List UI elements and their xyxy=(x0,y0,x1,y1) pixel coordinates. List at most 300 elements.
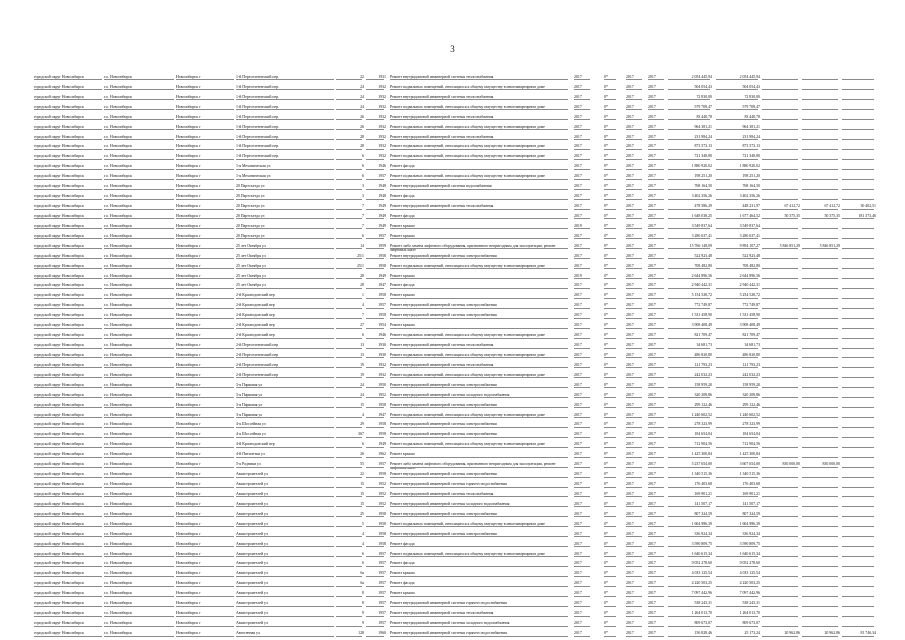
work-type-cell: Ремонт внутридомовой инженерной системы теплоснабжения xyxy=(390,343,494,348)
row-rule xyxy=(390,308,568,309)
district-cell: городской округ Новосибирск xyxy=(34,263,84,268)
year-built-cell: 1949 xyxy=(378,213,386,218)
plan-year-cell: 2017 xyxy=(574,601,582,606)
subsidy-b-cell: 20 962,86 xyxy=(824,631,840,635)
district-cell: городской округ Новосибирск xyxy=(34,223,84,228)
row-rule xyxy=(668,377,710,378)
row-rule xyxy=(668,566,710,567)
row-rule xyxy=(176,596,234,597)
fund-cost-cell: 158 959,20 xyxy=(742,382,760,387)
subsidy-b-cell: 5 846 851,29 xyxy=(819,243,840,248)
row-rule xyxy=(716,218,758,219)
row-rule xyxy=(648,129,664,130)
row-rule xyxy=(668,159,710,160)
year-built-cell: 1948 xyxy=(378,194,386,199)
subsidy-b-cell: 830 000,00 xyxy=(822,462,840,467)
start-year-cell: 2017 xyxy=(626,94,634,99)
row-rule xyxy=(762,218,798,219)
start-year-cell: 2017 xyxy=(626,194,634,199)
row-rule xyxy=(716,149,758,150)
row-rule xyxy=(104,99,174,100)
row-rule xyxy=(648,258,664,259)
row-rule xyxy=(176,159,234,160)
row-rule xyxy=(236,159,334,160)
municipality-cell: г.о. Новосибирск xyxy=(104,184,133,189)
row-rule xyxy=(574,218,590,219)
mark-cell: 0* xyxy=(604,184,608,189)
row-rule xyxy=(604,268,616,269)
street-cell: 4-я Шоссейная ул xyxy=(236,432,266,437)
row-rule xyxy=(236,536,334,537)
street-cell: 3-я Парковая ул xyxy=(236,412,263,417)
row-rule xyxy=(574,119,590,120)
row-rule xyxy=(668,99,710,100)
row-rule xyxy=(574,447,590,448)
row-rule xyxy=(336,556,362,557)
row-rule xyxy=(176,467,234,468)
total-cost-cell: 169 901,21 xyxy=(694,491,712,496)
row-rule xyxy=(762,258,798,259)
row-rule xyxy=(104,586,174,587)
row-rule xyxy=(626,417,642,418)
start-year-cell: 2017 xyxy=(626,263,634,268)
house-cell: 29 xyxy=(360,422,364,427)
row-rule xyxy=(604,109,616,110)
district-cell: городской округ Новосибирск xyxy=(34,194,84,199)
row-rule xyxy=(236,467,334,468)
row-rule xyxy=(626,199,642,200)
row-rule xyxy=(34,586,102,587)
total-cost-cell: 538 243,31 xyxy=(694,601,712,606)
row-rule xyxy=(802,596,838,597)
row-rule xyxy=(366,576,384,577)
municipality-cell: г.о. Новосибирск xyxy=(104,462,133,467)
municipality-cell: г.о. Новосибирск xyxy=(104,253,133,258)
row-rule xyxy=(668,109,710,110)
row-rule xyxy=(390,189,568,190)
start-year-cell: 2017 xyxy=(626,482,634,487)
work-type-cell: Ремонт фасада xyxy=(390,283,415,288)
start-year-cell: 2017 xyxy=(626,144,634,149)
street-cell: 20 Партсъезда ул xyxy=(236,204,265,209)
row-rule xyxy=(762,199,798,200)
city-cell: Новосибирск г xyxy=(176,482,201,487)
row-rule xyxy=(236,99,334,100)
row-rule xyxy=(762,169,798,170)
row-rule xyxy=(236,447,334,448)
row-rule xyxy=(762,447,798,448)
row-rule xyxy=(604,417,616,418)
row-rule xyxy=(648,487,664,488)
city-cell: Новосибирск г xyxy=(176,581,201,586)
plan-year-cell: 2017 xyxy=(574,571,582,576)
row-rule xyxy=(336,228,362,229)
row-rule xyxy=(336,387,362,388)
row-rule xyxy=(626,516,642,517)
fund-cost-cell: 2 644 896,56 xyxy=(739,273,760,278)
plan-year-cell: 2017 xyxy=(574,581,582,586)
work-type-cell: Ремонт крыши xyxy=(390,293,415,298)
municipality-cell: г.о. Новосибирск xyxy=(104,531,133,536)
end-year-cell: 2017 xyxy=(648,422,656,427)
street-cell: 1-й Переселенческий пер. xyxy=(236,104,280,109)
fund-cost-cell: 538 243,31 xyxy=(742,601,760,606)
row-rule xyxy=(626,546,642,547)
end-year-cell: 2017 xyxy=(648,621,656,626)
total-cost-cell: 242 032,23 xyxy=(694,372,712,377)
row-rule xyxy=(802,566,838,567)
municipality-cell: г.о. Новосибирск xyxy=(104,313,133,318)
row-rule xyxy=(604,348,616,349)
row-rule xyxy=(716,189,758,190)
row-rule xyxy=(648,328,664,329)
fund-cost-cell: 299 122,46 xyxy=(742,402,760,407)
row-rule xyxy=(802,308,838,309)
row-rule xyxy=(34,367,102,368)
row-rule xyxy=(176,278,234,279)
total-cost-cell: 1 880 920,02 xyxy=(691,164,712,169)
year-built-cell: 1957 xyxy=(378,561,386,566)
row-rule xyxy=(574,318,590,319)
row-rule xyxy=(366,596,384,597)
end-year-cell: 2017 xyxy=(648,204,656,209)
row-rule xyxy=(366,248,384,249)
house-cell: 5 xyxy=(362,521,364,526)
row-rule xyxy=(336,288,362,289)
row-rule xyxy=(762,367,798,368)
row-rule xyxy=(626,308,642,309)
street-cell: 1-й Переселенческий пер. xyxy=(236,154,280,159)
row-rule xyxy=(366,238,384,239)
work-type-cell: Ремонт подвальных помещений, относящихся к общему имуществу в многоквартирном доме xyxy=(390,352,545,357)
house-cell: 15 xyxy=(360,482,364,487)
start-year-cell: 2017 xyxy=(626,412,634,417)
row-rule xyxy=(366,258,384,259)
row-rule xyxy=(648,606,664,607)
municipality-cell: г.о. Новосибирск xyxy=(104,213,133,218)
house-cell: 28 xyxy=(360,273,364,278)
row-rule xyxy=(668,556,710,557)
plan-year-cell: 2017 xyxy=(574,422,582,427)
year-built-cell: 1948 xyxy=(378,184,386,189)
end-year-cell: 2017 xyxy=(648,333,656,338)
row-rule xyxy=(176,288,234,289)
fund-cost-cell: 3 590 809,75 xyxy=(739,541,760,546)
row-rule xyxy=(390,367,568,368)
row-rule xyxy=(104,308,174,309)
row-rule xyxy=(336,367,362,368)
start-year-cell: 2017 xyxy=(626,154,634,159)
year-built-cell: 1958 xyxy=(378,253,386,258)
row-rule xyxy=(34,268,102,269)
row-rule xyxy=(236,139,334,140)
fund-cost-cell: 1 604 986,39 xyxy=(739,521,760,526)
row-rule xyxy=(34,417,102,418)
house-cell: 6а xyxy=(360,571,364,576)
row-rule xyxy=(626,526,642,527)
row-rule xyxy=(34,318,102,319)
row-rule xyxy=(604,546,616,547)
municipality-cell: г.о. Новосибирск xyxy=(104,561,133,566)
row-rule xyxy=(648,546,664,547)
row-rule xyxy=(176,447,234,448)
house-cell: 15 xyxy=(360,501,364,506)
year-built-cell: 1947 xyxy=(378,283,386,288)
row-rule xyxy=(842,268,874,269)
row-rule xyxy=(802,556,838,557)
mark-cell: 0* xyxy=(604,293,608,298)
row-rule xyxy=(236,506,334,507)
row-rule xyxy=(34,99,102,100)
row-rule xyxy=(668,457,710,458)
row-rule xyxy=(604,228,616,229)
row-rule xyxy=(336,377,362,378)
row-rule xyxy=(762,516,798,517)
row-rule xyxy=(366,397,384,398)
city-cell: Новосибирск г xyxy=(176,84,201,89)
row-rule xyxy=(762,477,798,478)
fund-cost-cell: 141 507,17 xyxy=(742,501,760,506)
house-cell: 13 xyxy=(360,343,364,348)
row-rule xyxy=(236,119,334,120)
start-year-cell: 2017 xyxy=(626,174,634,179)
row-rule xyxy=(604,129,616,130)
row-rule xyxy=(842,467,874,468)
street-cell: Авиастроителей ул xyxy=(236,491,268,496)
row-rule xyxy=(626,387,642,388)
row-rule xyxy=(802,526,838,527)
row-rule xyxy=(604,308,616,309)
district-cell: городской округ Новосибирск xyxy=(34,472,84,477)
municipality-cell: г.о. Новосибирск xyxy=(104,343,133,348)
street-cell: Авиастроителей ул xyxy=(236,551,268,556)
row-rule xyxy=(176,228,234,229)
row-rule xyxy=(842,139,874,140)
plan-year-cell: 2017 xyxy=(574,511,582,516)
row-rule xyxy=(336,427,362,428)
year-built-cell: 1932 xyxy=(378,144,386,149)
district-cell: городской округ Новосибирск xyxy=(34,94,84,99)
work-type-cell: Ремонт внутридомовой инженерной системы электроснабжения xyxy=(390,531,497,536)
row-rule xyxy=(574,487,590,488)
row-rule xyxy=(802,288,838,289)
street-cell: 4-я Шоссейная ул xyxy=(236,422,266,427)
row-rule xyxy=(366,437,384,438)
row-rule xyxy=(762,149,798,150)
start-year-cell: 2017 xyxy=(626,114,634,119)
fund-cost-cell: 198 251,20 xyxy=(742,174,760,179)
row-rule xyxy=(104,328,174,329)
row-rule xyxy=(668,586,710,587)
mark-cell: 0* xyxy=(604,472,608,477)
row-rule xyxy=(574,457,590,458)
row-rule xyxy=(176,169,234,170)
district-cell: городской округ Новосибирск xyxy=(34,313,84,318)
year-built-cell: 1958 xyxy=(378,541,386,546)
city-cell: Новосибирск г xyxy=(176,412,201,417)
mark-cell: 0* xyxy=(604,223,608,228)
row-rule xyxy=(176,99,234,100)
row-rule xyxy=(626,89,642,90)
total-cost-cell: 2 644 896,56 xyxy=(691,273,712,278)
row-rule xyxy=(604,616,616,617)
row-rule xyxy=(648,348,664,349)
row-rule xyxy=(648,467,664,468)
row-rule xyxy=(668,467,710,468)
row-rule xyxy=(104,417,174,418)
district-cell: городской округ Новосибирск xyxy=(34,84,84,89)
district-cell: городской округ Новосибирск xyxy=(34,184,84,189)
mark-cell: 0* xyxy=(604,432,608,437)
district-cell: городской округ Новосибирск xyxy=(34,124,84,129)
row-rule xyxy=(668,606,710,607)
total-cost-cell: 504 054,43 xyxy=(694,84,712,89)
fund-cost-cell: 242 032,23 xyxy=(742,372,760,377)
row-rule xyxy=(236,566,334,567)
row-rule xyxy=(842,546,874,547)
subsidy-a-cell: 67 412,72 xyxy=(784,204,800,209)
row-rule xyxy=(842,308,874,309)
row-rule xyxy=(716,407,758,408)
row-rule xyxy=(648,387,664,388)
row-rule xyxy=(176,298,234,299)
row-rule xyxy=(802,496,838,497)
row-rule xyxy=(668,318,710,319)
row-rule xyxy=(668,218,710,219)
row-rule xyxy=(574,596,590,597)
row-rule xyxy=(34,536,102,537)
city-cell: Новосибирск г xyxy=(176,422,201,427)
row-rule xyxy=(336,516,362,517)
plan-year-cell: 2017 xyxy=(574,253,582,258)
city-cell: Новосибирск г xyxy=(176,233,201,238)
district-cell: городской округ Новосибирск xyxy=(34,601,84,606)
mark-cell: 0* xyxy=(604,442,608,447)
row-rule xyxy=(236,496,334,497)
row-rule xyxy=(842,318,874,319)
city-cell: Новосибирск г xyxy=(176,521,201,526)
row-rule xyxy=(604,99,616,100)
city-cell: Новосибирск г xyxy=(176,551,201,556)
row-rule xyxy=(604,626,616,627)
row-rule xyxy=(34,308,102,309)
row-rule xyxy=(390,387,568,388)
row-rule xyxy=(176,506,234,507)
row-rule xyxy=(626,407,642,408)
row-rule xyxy=(648,626,664,627)
total-cost-cell: 299 122,46 xyxy=(694,402,712,407)
row-rule xyxy=(574,377,590,378)
row-rule xyxy=(762,348,798,349)
row-rule xyxy=(366,169,384,170)
city-cell: Новосибирск г xyxy=(176,591,201,596)
year-built-cell: 1958 xyxy=(378,531,386,536)
start-year-cell: 2017 xyxy=(626,601,634,606)
district-cell: городской округ Новосибирск xyxy=(34,164,84,169)
row-rule xyxy=(236,387,334,388)
plan-year-cell: 2017 xyxy=(574,561,582,566)
row-rule xyxy=(648,179,664,180)
row-rule xyxy=(842,298,874,299)
mark-cell: 0* xyxy=(604,611,608,616)
city-cell: Новосибирск г xyxy=(176,213,201,218)
row-rule xyxy=(104,477,174,478)
row-rule xyxy=(802,199,838,200)
year-built-cell: 1957 xyxy=(378,591,386,596)
row-rule xyxy=(34,616,102,617)
row-rule xyxy=(236,576,334,577)
row-rule xyxy=(366,159,384,160)
street-cell: 2-й Переселенческий пер xyxy=(236,352,279,357)
start-year-cell: 2017 xyxy=(626,442,634,447)
city-cell: Новосибирск г xyxy=(176,541,201,546)
row-rule xyxy=(842,407,874,408)
fund-cost-cell: 320 208,86 xyxy=(742,392,760,397)
row-rule xyxy=(390,516,568,517)
house-cell: 9 xyxy=(362,621,364,626)
row-rule xyxy=(176,268,234,269)
row-rule xyxy=(104,268,174,269)
district-cell: городской округ Новосибирск xyxy=(34,581,84,586)
row-rule xyxy=(762,387,798,388)
year-built-cell: 1949 xyxy=(378,223,386,228)
row-rule xyxy=(34,238,102,239)
row-rule xyxy=(802,616,838,617)
row-rule xyxy=(626,397,642,398)
row-rule xyxy=(802,258,838,259)
total-cost-cell: 1 640 615,34 xyxy=(691,551,712,556)
mark-cell: 0* xyxy=(604,631,608,635)
row-rule xyxy=(668,536,710,537)
house-cell: 3 xyxy=(362,184,364,189)
total-cost-cell: 5 237 654,00 xyxy=(691,462,712,467)
total-cost-cell: 821 709,47 xyxy=(694,333,712,338)
row-rule xyxy=(34,467,102,468)
mark-cell: 0* xyxy=(604,452,608,457)
city-cell: Новосибирск г xyxy=(176,104,201,109)
row-rule xyxy=(668,526,710,527)
total-cost-cell: 34 681,73 xyxy=(696,343,712,348)
year-built-cell: 1932 xyxy=(378,372,386,377)
fund-cost-cell: 5 254 528,72 xyxy=(739,293,760,298)
row-rule xyxy=(104,526,174,527)
row-rule xyxy=(842,516,874,517)
row-rule xyxy=(802,397,838,398)
row-rule xyxy=(842,357,874,358)
work-type-cell: Ремонт крыши xyxy=(390,273,415,278)
plan-year-cell: 2017 xyxy=(574,591,582,596)
street-cell: 2-й Краснодонский пер xyxy=(236,293,275,298)
fund-cost-cell: 821 709,47 xyxy=(742,333,760,338)
work-type-cell: Ремонт внутридомовой инженерной системы электроснабжения xyxy=(390,432,497,437)
row-rule xyxy=(626,298,642,299)
row-rule xyxy=(366,348,384,349)
row-rule xyxy=(604,139,616,140)
house-cell: 7 xyxy=(362,313,364,318)
row-rule xyxy=(802,129,838,130)
street-cell: Авиастроителей ул xyxy=(236,531,268,536)
row-rule xyxy=(668,288,710,289)
row-rule xyxy=(336,149,362,150)
row-rule xyxy=(668,387,710,388)
start-year-cell: 2017 xyxy=(626,303,634,308)
end-year-cell: 2017 xyxy=(648,541,656,546)
year-built-cell: 1959 xyxy=(378,243,386,248)
row-rule xyxy=(236,487,334,488)
year-built-cell: 1949 xyxy=(378,273,386,278)
row-rule xyxy=(604,636,616,637)
house-cell: 22 xyxy=(360,74,364,79)
